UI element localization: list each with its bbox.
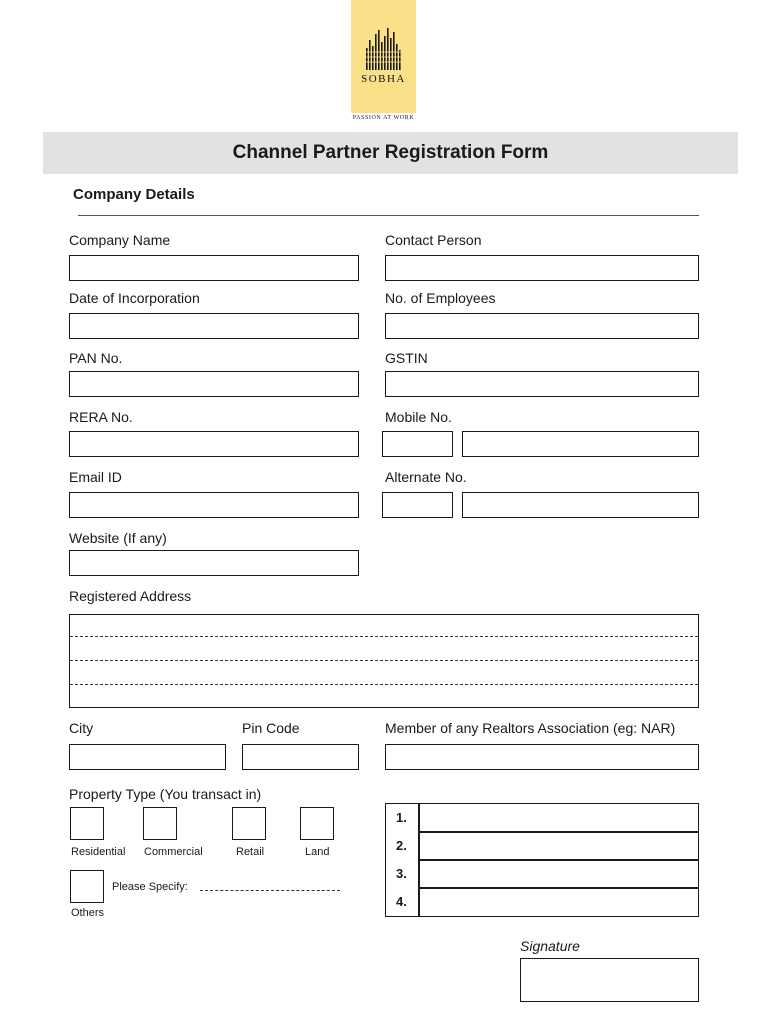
alternate-no-field[interactable] [462,492,699,518]
contact-person-label: Contact Person [385,232,482,248]
no-of-employees-label: No. of Employees [385,290,496,306]
mobile-no-label: Mobile No. [385,409,452,425]
others-label: Others [71,907,105,919]
form-title: Channel Partner Registration Form [232,142,549,163]
address-line-1 [70,636,698,637]
email-id-label: Email ID [69,469,122,485]
mobile-no-code-field[interactable] [382,431,453,457]
alternate-no-label: Alternate No. [385,469,467,485]
section-divider [78,215,699,216]
land-label: Land [305,846,330,858]
gstin-field[interactable] [385,371,699,397]
pan-no-field[interactable] [69,371,359,397]
no-of-employees-field[interactable] [385,313,699,339]
pan-no-label: PAN No. [69,350,123,366]
realtors-association-field[interactable] [385,744,699,770]
association-row-1[interactable] [386,804,698,832]
others-checkbox[interactable] [70,870,104,903]
residential-checkbox[interactable] [70,807,104,840]
row-number: 1. [396,810,407,825]
registered-address-label: Registered Address [69,588,192,604]
please-specify-field[interactable] [200,890,340,891]
gstin-label: GSTIN [385,350,428,366]
commercial-checkbox[interactable] [143,807,177,840]
pin-code-field[interactable] [242,744,359,770]
rera-no-label: RERA No. [69,409,133,425]
row-number: 3. [396,866,407,881]
association-row-4[interactable] [386,888,698,916]
association-list-table [385,803,699,917]
commercial-label: Commercial [144,846,203,858]
section-heading: Company Details [73,186,195,203]
address-line-3 [70,684,698,685]
association-row-2[interactable] [386,832,698,860]
residential-label: Residential [71,846,126,858]
address-line-2 [70,660,698,661]
mobile-no-field[interactable] [462,431,699,457]
please-specify-label: Please Specify: [112,881,188,893]
retail-checkbox[interactable] [232,807,266,840]
land-checkbox[interactable] [300,807,334,840]
sobha-logo-icon [366,26,402,70]
date-of-incorporation-field[interactable] [69,313,359,339]
city-field[interactable] [69,744,226,770]
company-name-field[interactable] [69,255,359,281]
alternate-no-code-field[interactable] [382,492,453,518]
rera-no-field[interactable] [69,431,359,457]
realtors-association-label: Member of any Realtors Association (eg: NAR) [385,720,676,736]
association-row-3[interactable] [386,860,698,888]
pin-code-label: Pin Code [242,720,300,736]
company-name-label: Company Name [69,232,171,248]
contact-person-field[interactable] [385,255,699,281]
email-id-field[interactable] [69,492,359,518]
signature-label: Signature [520,938,580,954]
property-type-label: Property Type (You transact in) [69,786,262,802]
retail-label: Retail [236,846,265,858]
logo-brand: SOBHA [361,73,406,85]
row-number: 4. [396,894,407,909]
registered-address-field[interactable] [69,614,699,708]
city-label: City [69,720,94,736]
signature-field[interactable] [520,958,699,1002]
form-title-bar [43,132,738,174]
website-field[interactable] [69,550,359,576]
row-number: 2. [396,838,407,853]
sobha-logo [351,0,416,113]
website-label: Website (If any) [69,530,167,546]
date-of-incorporation-label: Date of Incorporation [69,290,200,306]
logo-tagline: PASSION AT WORK [352,115,415,121]
